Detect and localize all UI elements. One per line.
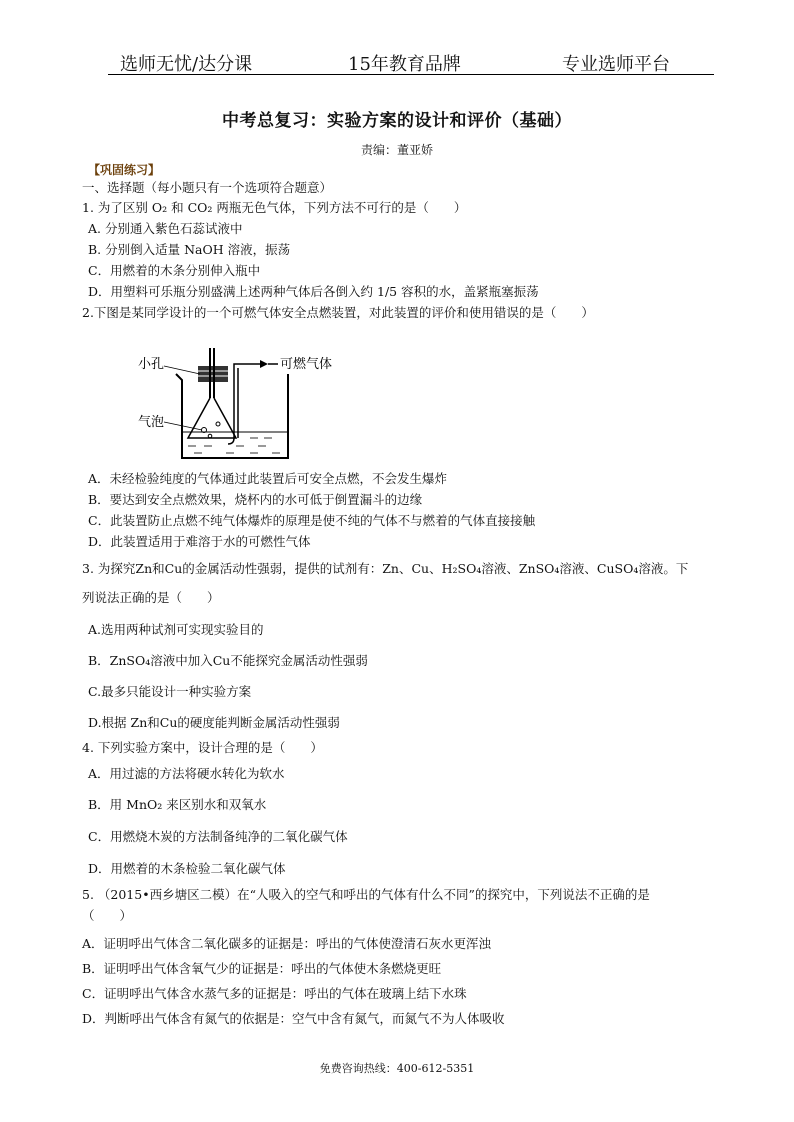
q4-stem: 4. 下列实验方案中，设计合理的是（ ）	[82, 740, 323, 755]
q1-stem: 1. 为了区别 O₂ 和 CO₂ 两瓶无色气体，下列方法不可行的是（ ）	[82, 200, 467, 215]
footer-hotline: 免费咨询热线：400-612-5351	[319, 1062, 475, 1075]
q2-stem: 2.下图是某同学设计的一个可燃气体安全点燃装置，对此装置的评价和使用错误的是（ ）	[82, 305, 594, 320]
q2-option-d: D．此装置适用于难溶于水的可燃性气体	[88, 534, 311, 549]
label-hole: 小孔	[138, 357, 165, 372]
apparatus-diagram	[138, 346, 378, 464]
q2-option-c: C．此装置防止点燃不纯气体爆炸的原理是使不纯的气体不与燃着的气体直接接触	[88, 513, 536, 528]
q3-option-b: B．ZnSO₄溶液中加入Cu不能探究金属活动性强弱	[88, 653, 368, 668]
header-slogan: 15年教育品牌	[348, 54, 461, 75]
q3-option-a: A.选用两种试剂可实现实验目的	[88, 622, 264, 637]
q2-option-b: B．要达到安全点燃效果，烧杯内的水可低于倒置漏斗的边缘	[88, 492, 423, 507]
q4-option-d: D．用燃着的木条检验二氧化碳气体	[88, 861, 286, 876]
q5-stem-line1: 5. （2015•西乡塘区二模）在“人吸入的空气和呼出的气体有什么不同”的探究中，下列说法不正确的是	[82, 887, 650, 902]
q3-stem-line2: 列说法正确的是（ ）	[82, 590, 220, 605]
q3-stem-line1: 3. 为探究Zn和Cu的金属活动性强弱，提供的试剂有：Zn、Cu、H₂SO₄溶液、ZnSO₄溶液、CuSO₄溶液。下	[82, 561, 689, 576]
q1-option-c: C．用燃着的木条分别伸入瓶中	[88, 263, 261, 278]
label-bubble: 气泡	[138, 415, 165, 430]
q5-option-d: D．判断呼出气体含有氮气的依据是：空气中含有氮气，而氮气不为人体吸收	[82, 1011, 505, 1026]
q3-option-c: C.最多只能设计一种实验方案	[88, 684, 252, 699]
q5-option-a: A．证明呼出气体含二氧化碳多的证据是：呼出的气体使澄清石灰水更浑浊	[82, 936, 492, 951]
q4-option-b: B．用 MnO₂ 来区别水和双氧水	[88, 797, 267, 812]
document-title: 中考总复习：实验方案的设计和评价（基础）	[222, 111, 572, 131]
q1-option-b: B. 分别倒入适量 NaOH 溶液，振荡	[88, 242, 291, 257]
editor-credit: 责编：董亚娇	[360, 143, 433, 157]
header-brand: 选师无忧/达分课	[120, 54, 253, 75]
label-gas: 可燃气体	[280, 357, 333, 372]
q5-option-b: B．证明呼出气体含氧气少的证据是：呼出的气体使木条燃烧更旺	[82, 961, 442, 976]
page-header	[108, 50, 714, 75]
header-platform: 专业选师平台	[562, 54, 670, 75]
q1-option-d: D．用塑料可乐瓶分别盛满上述两种气体后各倒入约 1/5 容积的水，盖紧瓶塞振荡	[88, 284, 539, 299]
part-heading: 一、选择题（每小题只有一个选项符合题意）	[82, 180, 333, 195]
q2-option-a: A．未经检验纯度的气体通过此装置后可安全点燃，不会发生爆炸	[88, 471, 448, 486]
q3-option-d: D.根据 Zn和Cu的硬度能判断金属活动性强弱	[88, 715, 340, 730]
q4-option-c: C．用燃烧木炭的方法制备纯净的二氧化碳气体	[88, 829, 348, 844]
q1-option-a: A. 分别通入紫色石蕊试液中	[88, 221, 243, 236]
section-label: 【巩固练习】	[88, 163, 161, 177]
q4-option-a: A．用过滤的方法将硬水转化为软水	[88, 766, 285, 781]
q5-option-c: C．证明呼出气体含水蒸气多的证据是：呼出的气体在玻璃上结下水珠	[82, 986, 467, 1001]
q5-stem-line2: （ ）	[82, 908, 133, 923]
